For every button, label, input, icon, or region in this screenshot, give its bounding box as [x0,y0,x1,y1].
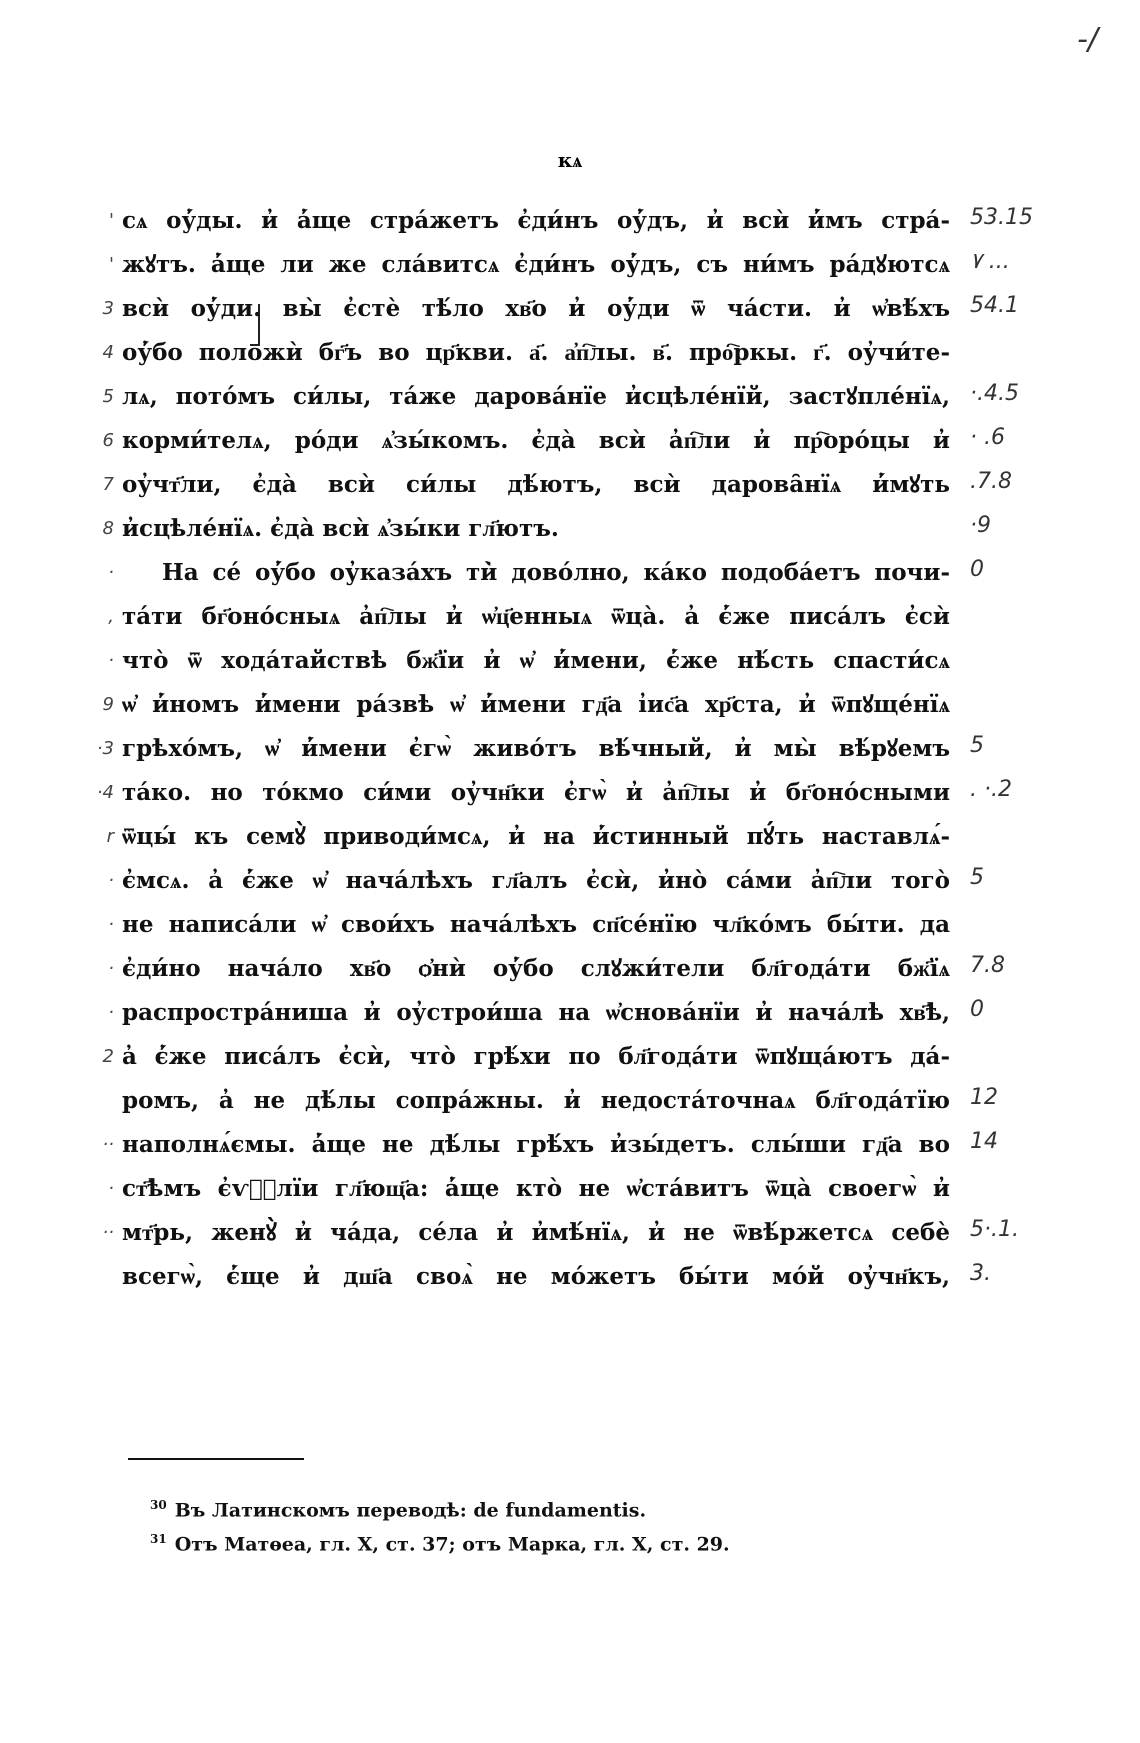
handwritten-line-mark [84,1076,114,1126]
page-number: кѧ [557,148,583,172]
handwritten-line-mark: · [108,1002,114,1023]
handwritten-margin-note: .7.8 [970,469,1012,494]
handwritten-line-mark: 4 [102,342,114,363]
footnote [150,1522,950,1556]
handwritten-margin-note [970,812,1080,862]
text-line: наполнѧ́ємы. а̓́ще не дѣ́лы грѣ́хъ и̓зы́детъ. слы́ши гд҃а во [122,1131,950,1158]
handwritten-margin-note: ·.4.5 [970,381,1019,406]
handwritten-line-mark: ·· [102,1222,114,1243]
handwritten-line-mark: 5 [102,386,114,407]
handwritten-line-mark: 2 [102,1046,114,1067]
handwritten-line-mark: 9 [102,694,114,715]
text-line: не написа́ли ѡ̓ свои́хъ нача́лѣхъ сп҃се́нїю чл҃ко́мъ бы́ти. да [122,911,950,938]
handwritten-margin-note: ۷ ... [970,249,1010,274]
handwritten-margin-note: 5 [970,865,984,890]
handwritten-margin-note: 54.1 [970,293,1019,318]
handwritten-margin-note: 3. [970,1261,991,1286]
footnote-text: Въ Латинскомъ переводѣ: de fundamentis. [174,1499,647,1522]
handwritten-line-mark: ·3 [96,738,114,759]
handwritten-margin-note [970,1032,1080,1082]
handwritten-margin-note [970,1164,1080,1214]
handwritten-margin-note [970,680,1080,730]
handwritten-margin-note [970,900,1080,950]
handwritten-line-mark: · [108,958,114,979]
handwritten-line-mark [84,1252,114,1302]
text-line: и̓сцѣле́нїѧ. є̓да̀ всѝ ѧ̓зы́ки гл҃ютъ. [122,515,559,542]
text-line: корми́телѧ, ро́ди ѧ̓зы́комъ. є̓да̀ всѝ а̓п҇ли и̓ пр҇оро́цы и̓ [122,427,950,454]
text-line: ст҃ѣмъ є̓ѵⷢ҇лїи гл҃ющ҃а: а̓́ще кто̀ не ѡ̓ста́витъ ѿца̀ своегѡ̀ и̓ [122,1175,950,1202]
handwritten-line-mark: 7 [102,474,114,495]
handwritten-line-mark: · [108,650,114,671]
text-line: та́ти бг҃оно́сныѧ а̓п҇лы и̓ ѡ҆ц҃енныѧ ѿца̀. а̓ є̓́же писа́лъ є̓сѝ [122,603,950,630]
corner-handwritten-mark: -/ [1077,22,1098,57]
handwritten-margin-note: 14 [970,1129,998,1154]
text-line: распростра́ниша и̓ оу̓строи́ша на ѡ̓снова́нїи и̓ нача́лѣ хв҃ѣ, [122,999,950,1026]
text-line: всѝ оу̓́ди. вы̀ є̓стѐ тѣ́ло хв҃о и̓ оу̓́ди ѿ ча́сти. и̓ ѡ̓вѣ́хъ [122,295,950,322]
footnote-divider [128,1458,304,1460]
text-line: та́ко. но то́кмо си́ми оу̓чн҃ки є̓гѡ̀ и̓ а̓п҇лы и̓ бг҃оно́сными [122,779,950,806]
handwritten-margin-note [970,636,1080,686]
text-line: что̀ ѿ хода́тайствѣ бж҃їи и̓ ѡ̓ и̓́мени, є̓́же нѣ́сть спасти́сѧ [122,647,950,674]
handwritten-margin-note: 0 [970,557,984,582]
text-line: є̓ди́но нача́ло хв҃о ѻ҆нѝ оу̓́бо слꙋжи́тели бл҃года́ти бж҃їѧ [122,955,950,982]
handwritten-margin-note: . ·.2 [970,777,1012,802]
text-line: мт҃рь, женꙋ̀ и̓ ча́да, се́ла и̓ и̓мѣ́нїѧ, и̓ не ѿвѣ́ржетсѧ себѐ [122,1219,950,1246]
text-line: лѧ, пото́мъ си́лы, та́же дарова́нїе и̓сцѣле́нїй, застꙋпле́нїѧ, [122,383,950,410]
text-line: оу̓чт҃ли, є̓да̀ всѝ си́лы дѣ́ютъ, всѝ дарова̑нїѧ и̓́мꙋть [122,471,950,498]
text-line: а̓ є̓́же писа́лъ є̓сѝ, что̀ грѣ́хи по бл҃года́ти ѿпꙋща́ютъ да́- [122,1043,950,1070]
handwritten-margin-note: 5 [970,733,984,758]
handwritten-line-mark: 6 [102,430,114,451]
handwritten-line-mark: ·· [102,1134,114,1155]
handwritten-line-mark: ' [109,254,114,275]
handwritten-margin-note [970,592,1080,642]
footnote-text: Отъ Матѳеа, гл. X, ст. 37; отъ Марка, гл. X, ст. 29. [174,1533,730,1556]
handwritten-line-mark: 8 [102,518,114,539]
text-line: жꙋтъ. а̓́ще ли же сла́витсѧ є̓ди́нъ оу̓́дъ, съ ни́мъ ра́дꙋютсѧ [122,251,950,278]
handwritten-line-mark: · [108,562,114,583]
text-line: На се́ оу̓́бо оу̓каза́хъ ти̇̀ дово́лно, ка́ко подоба́етъ почи- [162,559,950,586]
text-line: всегѡ̀, є̓́ще и̓ дш҃а своѧ̀ не мо́жетъ бы́ти мо́й оу̓чн҃къ, [122,1263,950,1290]
text-line: ѡ̓ и̓́номъ и̓́мени ра́звѣ ѡ̓ и̓́мени гд҃а і̓ис҃а хр҃ста, и̓ ѿпꙋще́нїѧ [122,691,950,718]
footnote-number: 30 [150,1498,167,1512]
text-line: сѧ оу̓́ды. и̓ а̓́ще стра́жетъ є̓ди́нъ оу̓́дъ, и̓ всѝ и̓́мъ стра́- [122,207,950,234]
text-line: є̓мсѧ. а̓ є̓́же ѡ̓ нача́лѣхъ гл҃алъ є̓сѝ, и̓но̀ са́ми а̓п҇ли того̀ [122,867,950,894]
handwritten-margin-note: 5·.1. [970,1217,1019,1242]
text-line: ѿцы́ къ семꙋ̀ приводи́мсѧ, и̓ на и̓́стинный пꙋ́ть наставлѧ́- [122,823,950,850]
footnotes [150,1488,950,1556]
handwritten-line-mark: r [106,826,114,847]
handwritten-line-mark: · [108,1178,114,1199]
text-line: оу̓́бо положѝ бг҃ъ во цр҃кви. а҃. а҆п҇лы. в҃. про҇ркы. г҃. оу̓чи́те- [122,339,950,366]
handwritten-line-mark: · [108,870,114,891]
handwritten-line-mark: , [108,606,114,627]
handwritten-margin-note [970,328,1080,378]
handwritten-margin-note: ·9 [970,513,991,538]
handwritten-line-mark: ·4 [96,782,114,803]
handwritten-margin-note: 53.15 [970,205,1033,230]
text-line: ромъ, а̓ не дѣ́лы сопра́жны. и̓ недоста́точнаѧ бл҃года́тїю [122,1087,950,1114]
handwritten-line-mark: 3 [102,298,114,319]
handwritten-margin-note: 7.8 [970,953,1005,978]
text-line: грѣхо́мъ, ѡ̓ и̓́мени є̓гѡ̀ живо́тъ вѣ́чный, и̓ мы̀ вѣ́рꙋемъ [122,735,950,762]
footnote-number: 31 [150,1532,167,1546]
footnote [150,1488,950,1522]
handwritten-line-mark: ' [109,210,114,231]
handwritten-line-mark: · [108,914,114,935]
handwritten-margin-note: 0 [970,997,984,1022]
handwritten-margin-note: 12 [970,1085,998,1110]
handwritten-margin-note: · .6 [970,425,1005,450]
